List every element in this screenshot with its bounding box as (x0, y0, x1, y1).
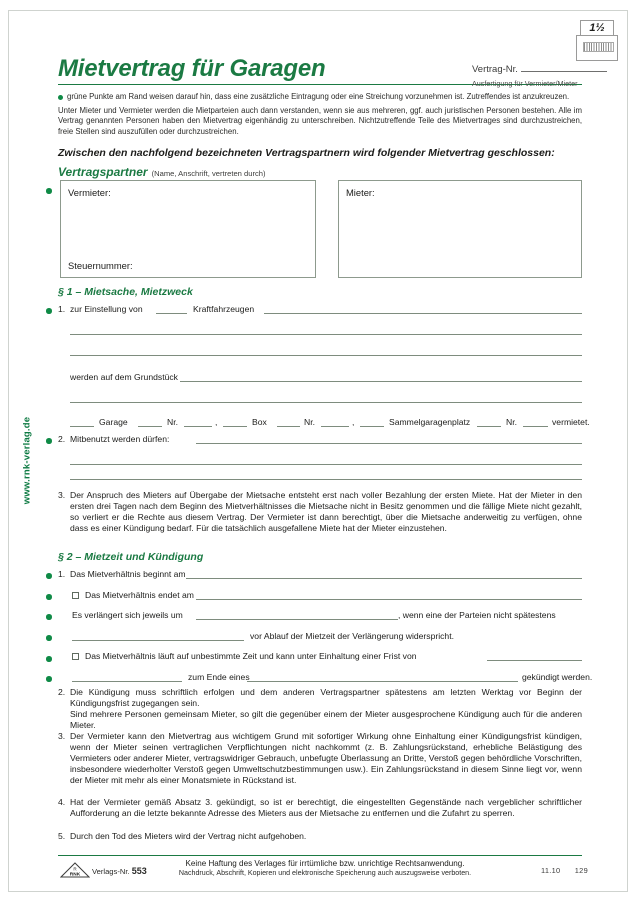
stamp-typewriter-icon (576, 35, 618, 61)
contract-partner-hint: (Name, Anschrift, vertreten durch) (151, 169, 266, 178)
svg-text:RNK: RNK (69, 872, 81, 878)
s2-item4-text: Hat der Vermieter gemäß Absatz 3. gekündigt, so ist er berechtigt, die eingestellten Gegenstände nach vergeblicher schriftlicher Aufforderung an die letzte bekannte Adresse des Mieters aus der Mietsache zu entfernen und die Zufahrt zu sperren. (70, 797, 582, 818)
verlags-number (92, 866, 147, 876)
page-count-stamp-icon (576, 20, 618, 64)
s1-grundstueck-blank-2[interactable] (70, 402, 582, 403)
s2-item3-number: 3. (58, 731, 66, 741)
s1-box-count-blank[interactable] (223, 426, 247, 427)
s1-item1-text: zur Einstellung von (70, 304, 143, 314)
svg-text:R: R (73, 866, 77, 872)
s1-item1-blank-3[interactable] (70, 355, 582, 356)
s1-vehicle-count-blank[interactable] (156, 313, 187, 314)
footer-disclaimer (175, 859, 475, 878)
contract-partner-title: Vertragspartner (58, 165, 148, 179)
s1-item1-blank-1[interactable] (264, 313, 582, 314)
contract-number-label: Vertrag-Nr. (472, 64, 518, 75)
s2-item1-number: 1. (58, 569, 66, 579)
s2-item2-text2: Sind mehrere Personen gemeinsam Mieter, so gilt die gegenüber einem der Mieter ausgesprochene Kündigung auch für die anderen Mieter. (70, 709, 582, 730)
s2-indefinite-blank[interactable] (487, 660, 582, 661)
margin-dot (46, 635, 52, 641)
s2-term-blank-1[interactable] (72, 681, 182, 682)
s1-comma-2: , (352, 417, 355, 427)
tax-number-label: Steuernummer: (68, 260, 133, 271)
s2-end-date-blank[interactable] (196, 599, 582, 600)
between-parties-line: Zwischen den nachfolgend bezeichneten Vertragspartnern wird folgender Mietvertrag geschlossen: (58, 147, 555, 159)
s1-item3-number: 3. (58, 490, 66, 500)
s1-box-label: Box (252, 417, 267, 427)
publisher-url-vertical: www.rnk-verlag.de (21, 416, 33, 505)
intro-paragraph: Unter Mieter und Vermieter werden die Mietparteien auch dann verstanden, wenn sie aus mehreren, ggf. auch juristischen Personen bestehen. Alle im Vertrag genannten Personen haben den Mietvertrag eigenhändig zu unterschreiben. Nichtzutreffende Teile des Mietvertrages sind durchzustreichen, freie Stellen sind auszufüllen oder durchzustreichen. (58, 106, 582, 136)
s2-end-of-text: zum Ende eines (188, 672, 250, 682)
stamp-sheet (580, 20, 614, 36)
s2-item2-text: Die Kündigung muss schriftlich erfolgen und dem anderen Vertragspartner spätestens am letzten Werktag vor Beginn der Kündigungsfrist zugegangen sein. (70, 687, 582, 708)
s1-item2-blank-3[interactable] (70, 479, 582, 480)
margin-dot (46, 614, 52, 620)
section-2-heading: § 2 – Mietzeit und Kündigung (58, 551, 204, 563)
tenant-label: Mieter: (346, 187, 375, 198)
checkbox-end-date[interactable] (72, 592, 79, 599)
s1-item1-text2: Kraftfahrzeugen (193, 304, 255, 314)
s1-sammel-count-blank[interactable] (360, 426, 384, 427)
s2-notice-period-blank[interactable] (72, 640, 244, 641)
contract-number-field[interactable] (472, 59, 624, 88)
verlags-value: 553 (131, 866, 147, 876)
s1-garage-label: Garage (99, 417, 128, 427)
s2-item4-number: 4. (58, 797, 66, 807)
s1-grundstueck-blank-1[interactable] (180, 381, 582, 382)
contract-copy-note: Ausfertigung für Vermieter/Mieter (472, 79, 578, 88)
contract-partner-heading (58, 163, 266, 181)
footer-rule (58, 855, 582, 856)
s1-item2-blank-2[interactable] (70, 464, 582, 465)
s1-item1-blank-2[interactable] (70, 334, 582, 335)
checkbox-indefinite-term[interactable] (72, 653, 79, 660)
s1-vermietet-label: vermietet. (552, 417, 590, 427)
s1-box-nr-label: Nr. (304, 417, 315, 427)
s1-garage-count-blank[interactable] (70, 426, 94, 427)
s1-sammel-nr-blank-pre[interactable] (477, 426, 501, 427)
party-boxes (60, 180, 582, 278)
margin-dot (46, 656, 52, 662)
s1-garage-nr-label: Nr. (167, 417, 178, 427)
s2-item2-number: 2. (58, 687, 66, 697)
margin-dot (46, 188, 52, 194)
s1-sammel-nr-blank[interactable] (523, 426, 548, 427)
footer-page-code: 129 (574, 866, 588, 875)
s2-item3-text: Der Vermieter kann den Mietvertrag aus wichtigem Grund mit sofortiger Wirkung ohne Einhaltung einer Kündigungsfrist kündigen, wenn der Mieter seinen vertraglichen Verpflichtungen nicht nachkommt (z. B. Zahlungsrückstand, erhebliche Belästigung des Vermieters oder anderer Mieter, vertragswidriger Gebrauch, unbefugte Überlassung an Dritte, Verstoß gegen behördliche Vorschriften, insbesondere wiederholter Verstoß gegen Umweltschutzbestimmungen usw.). Ein Zahlungsrückstand in diesem Sinne liegt vor, wenn der Mieter mit mehr als einer Monatsmiete in Rückstand ist. (70, 731, 582, 785)
disclaimer-line-1: Keine Haftung des Verlages für irrtümliche bzw. unrichtige Rechtsanwendung. (185, 859, 465, 868)
margin-dot (46, 594, 52, 600)
s1-sammel-nr-label: Nr. (506, 417, 517, 427)
s2-extend-text: Es verlängert sich jeweils um (72, 610, 183, 620)
s2-indefinite-text: Das Mietverhältnis läuft auf unbestimmte Zeit und kann unter Einhaltung einer Frist von (85, 651, 417, 661)
s1-comma-1: , (215, 417, 218, 427)
s2-end-date-text: Das Mietverhältnis endet am (85, 590, 194, 600)
rnk-logo-icon (60, 862, 90, 878)
margin-dot (46, 676, 52, 682)
s1-box-nr-blank-pre[interactable] (277, 426, 300, 427)
landlord-label: Vermieter: (68, 187, 111, 198)
margin-dot (46, 438, 52, 444)
stamp-label: 1½ (589, 22, 605, 34)
footer-codes (541, 866, 588, 875)
s2-terminated-text: gekündigt werden. (522, 672, 593, 682)
page-title: Mietvertrag für Garagen (58, 55, 326, 82)
verlags-label: Verlags-Nr. (92, 867, 130, 876)
s1-item2-blank-1[interactable] (196, 443, 582, 444)
s2-extend-tail: , wenn eine der Parteien nicht spätestens (398, 610, 556, 620)
s1-grundstueck-label: werden auf dem Grundstück (70, 372, 178, 382)
s1-item3-text: Der Anspruch des Mieters auf Übergabe der Mietsache entsteht erst nach voller Bezahlung der ersten Miete. Hat der Mieter in den ersten drei Tagen nach dem Beginn des Mietverhältnisses die Mietsache nicht in Besitz genommen und die fällige Miete nicht gezahlt, so verliert er die Rechte aus diesem Vertrag. Der Vermieter ist dann berechtigt, über die Mietsache anderweitig zu verfügen, ohne dass es einer Kündigung bedarf. Für die tatsächlich ausgefallene Miete hat der Mieter einzustehen. (70, 490, 582, 533)
landlord-box[interactable] (60, 180, 316, 278)
s1-item2-text: Mitbenutzt werden dürfen: (70, 434, 170, 444)
s1-item2-number: 2. (58, 434, 66, 444)
s1-item1-number: 1. (58, 304, 66, 314)
s2-item5-text: Durch den Tod des Mieters wird der Vertrag nicht aufgehoben. (70, 831, 307, 841)
contract-number-blank[interactable] (521, 63, 607, 72)
s2-before-expiry-text: vor Ablauf der Mietzeit der Verlängerung widerspricht. (250, 631, 454, 641)
green-dot-note: grüne Punkte am Rand weisen darauf hin, dass eine zusätzliche Eintragung oder eine Streichung vorzunehmen ist. Zutreffendes ist anzukreuzen. (58, 92, 582, 102)
s2-item1-text: Das Mietverhältnis beginnt am (70, 569, 186, 579)
s2-start-date-blank[interactable] (186, 578, 582, 579)
margin-dot (46, 573, 52, 579)
intro-block (58, 92, 582, 137)
s1-box-nr-blank[interactable] (321, 426, 349, 427)
tenant-box[interactable] (338, 180, 582, 278)
s1-garage-nr-blank-pre[interactable] (138, 426, 162, 427)
s1-sammel-label: Sammelgaragenplatz (389, 417, 471, 427)
section-1-heading: § 1 – Mietsache, Mietzweck (58, 286, 193, 298)
s2-item5-number: 5. (58, 831, 66, 841)
disclaimer-line-2: Nachdruck, Abschrift, Kopieren und elektronische Speicherung auch auszugsweise verboten. (178, 869, 472, 877)
s2-term-blank-2[interactable] (247, 681, 518, 682)
footer-date-code: 11.10 (540, 866, 561, 875)
s1-garage-nr-blank[interactable] (184, 426, 212, 427)
margin-dot (46, 308, 52, 314)
s2-extend-blank[interactable] (196, 619, 398, 620)
